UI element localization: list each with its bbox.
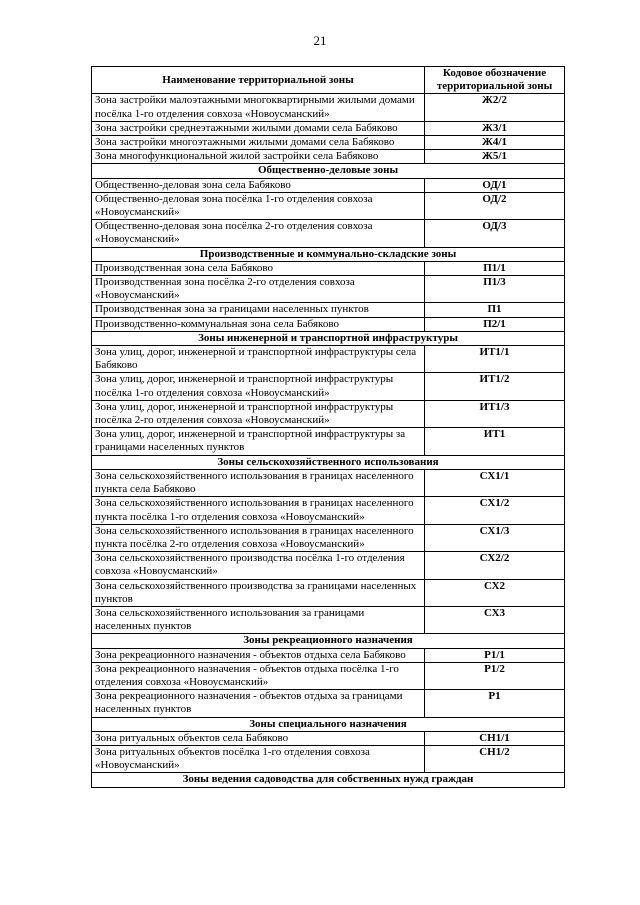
zone-name-cell: Зона ритуальных объектов села Бабяково (92, 731, 425, 745)
zone-code-cell: ИТ1 (425, 428, 565, 455)
section-row (92, 455, 565, 469)
zone-name-cell: Производственно-коммунальная зона села Бабяково (92, 317, 425, 331)
zone-name-cell: Производственная зона за границами населенных пунктов (92, 303, 425, 317)
table-row (92, 150, 565, 164)
table-row (92, 497, 565, 524)
table-row (92, 662, 565, 689)
page-number: 21 (313, 33, 327, 48)
zone-code-cell: ИТ1/2 (425, 373, 565, 400)
zone-code-cell: СХ3 (425, 606, 565, 633)
table-row (92, 690, 565, 717)
zone-code-cell: ОД/1 (425, 178, 565, 192)
zone-name-cell: Общественно-деловая зона посёлка 1-го отделения совхоза «Новоусманский» (92, 192, 425, 219)
table-row (92, 469, 565, 496)
table-row (92, 192, 565, 219)
zone-code-cell: ИТ1/1 (425, 346, 565, 373)
zone-code-cell: ОД/3 (425, 220, 565, 247)
zone-name-cell: Зона сельскохозяйственного использования в границах населенного пункта села Бабяково (92, 469, 425, 496)
table-row (92, 346, 565, 373)
zone-code-cell: П2/1 (425, 317, 565, 331)
zones-table-body (92, 94, 565, 787)
zone-code-cell: СХ1/3 (425, 524, 565, 551)
zone-name-cell: Зона застройки многоэтажными жилыми домами села Бабяково (92, 136, 425, 150)
section-title: Зоны сельскохозяйственного использования (92, 455, 565, 469)
zone-code-cell: П1/1 (425, 261, 565, 275)
zone-name-cell: Зона многофункциональной жилой застройки села Бабяково (92, 150, 425, 164)
table-row (92, 745, 565, 772)
zone-name-cell: Зона ритуальных объектов посёлка 1-го отделения совхоза «Новоусманский» (92, 745, 425, 772)
table-row (92, 303, 565, 317)
zone-name-cell: Зона рекреационного назначения - объектов отдыха села Бабяково (92, 648, 425, 662)
table-row (92, 276, 565, 303)
zone-name-cell: Зона улиц, дорог, инженерной и транспортной инфраструктуры за границами населенных пунктов (92, 428, 425, 455)
section-title: Зоны инженерной и транспортной инфраструктуры (92, 331, 565, 345)
table-row (92, 428, 565, 455)
table-row (92, 400, 565, 427)
zone-code-cell: Р1/1 (425, 648, 565, 662)
table-row (92, 648, 565, 662)
section-title: Зоны ведения садоводства для собственных нужд граждан (92, 773, 565, 787)
zone-name-cell: Зона сельскохозяйственного производства за границами населенных пунктов (92, 579, 425, 606)
zone-code-cell: Ж5/1 (425, 150, 565, 164)
zone-code-cell: ИТ1/3 (425, 400, 565, 427)
section-row (92, 247, 565, 261)
table-row (92, 220, 565, 247)
zone-code-cell: Р1 (425, 690, 565, 717)
zone-name-cell: Зона сельскохозяйственного использования за границами населенных пунктов (92, 606, 425, 633)
section-title: Зоны специального назначения (92, 717, 565, 731)
zone-code-cell: СХ1/1 (425, 469, 565, 496)
zone-name-cell: Производственная зона села Бабяково (92, 261, 425, 275)
zone-code-cell: Ж3/1 (425, 121, 565, 135)
table-row (92, 552, 565, 579)
table-row (92, 136, 565, 150)
zone-name-cell: Зона сельскохозяйственного использования в границах населенного пункта посёлка 1-го отделения совхоза «Новоусманский» (92, 497, 425, 524)
zones-table (91, 66, 565, 788)
table-row (92, 524, 565, 551)
table-row (92, 731, 565, 745)
zone-code-cell: П1 (425, 303, 565, 317)
zone-code-cell: СХ1/2 (425, 497, 565, 524)
zone-name-cell: Зона рекреационного назначения - объектов отдыха за границами населенных пунктов (92, 690, 425, 717)
zone-name-cell: Общественно-деловая зона посёлка 2-го отделения совхоза «Новоусманский» (92, 220, 425, 247)
table-row (92, 121, 565, 135)
table-row (92, 94, 565, 121)
zone-code-cell: Р1/2 (425, 662, 565, 689)
section-row (92, 634, 565, 648)
zone-name-cell: Зона сельскохозяйственного производства посёлка 1-го отделения совхоза «Новоусманский» (92, 552, 425, 579)
zone-code-cell: Ж4/1 (425, 136, 565, 150)
table-row (92, 606, 565, 633)
section-row (92, 717, 565, 731)
section-title: Производственные и коммунально-складские зоны (92, 247, 565, 261)
zone-code-cell: Ж2/2 (425, 94, 565, 121)
zone-code-cell: СН1/1 (425, 731, 565, 745)
zone-name-cell: Общественно-деловая зона села Бабяково (92, 178, 425, 192)
zone-name-cell: Зона улиц, дорог, инженерной и транспортной инфраструктуры села Бабяково (92, 346, 425, 373)
table-header-row (92, 67, 565, 94)
zone-name-cell: Зона улиц, дорог, инженерной и транспортной инфраструктуры посёлка 2-го отделения совхоза «Новоусманский» (92, 400, 425, 427)
table-row (92, 579, 565, 606)
zone-name-cell: Зона улиц, дорог, инженерной и транспортной инфраструктуры посёлка 1-го отделения совхоза «Новоусманский» (92, 373, 425, 400)
zone-name-cell: Производственная зона посёлка 2-го отделения совхоза «Новоусманский» (92, 276, 425, 303)
header-zone-code: Кодовое обозначение территориальной зоны (425, 67, 565, 94)
zone-code-cell: СХ2 (425, 579, 565, 606)
section-row (92, 331, 565, 345)
zone-code-cell: СН1/2 (425, 745, 565, 772)
zone-name-cell: Зона рекреационного назначения - объектов отдыха посёлка 1-го отделения совхоза «Новоусманский» (92, 662, 425, 689)
zone-code-cell: П1/3 (425, 276, 565, 303)
zone-code-cell: ОД/2 (425, 192, 565, 219)
table-row (92, 373, 565, 400)
section-row (92, 773, 565, 787)
section-title: Общественно-деловые зоны (92, 164, 565, 178)
section-title: Зоны рекреационного назначения (92, 634, 565, 648)
table-row (92, 261, 565, 275)
section-row (92, 164, 565, 178)
table-row (92, 178, 565, 192)
header-zone-name: Наименование территориальной зоны (92, 67, 425, 94)
zone-name-cell: Зона сельскохозяйственного использования в границах населенного пункта посёлка 2-го отделения совхоза «Новоусманский» (92, 524, 425, 551)
zone-code-cell: СХ2/2 (425, 552, 565, 579)
zone-name-cell: Зона застройки среднеэтажными жилыми домами села Бабяково (92, 121, 425, 135)
table-row (92, 317, 565, 331)
zone-name-cell: Зона застройки малоэтажными многоквартирными жилыми домами посёлка 1-го отделения совхоза «Новоусманский» (92, 94, 425, 121)
